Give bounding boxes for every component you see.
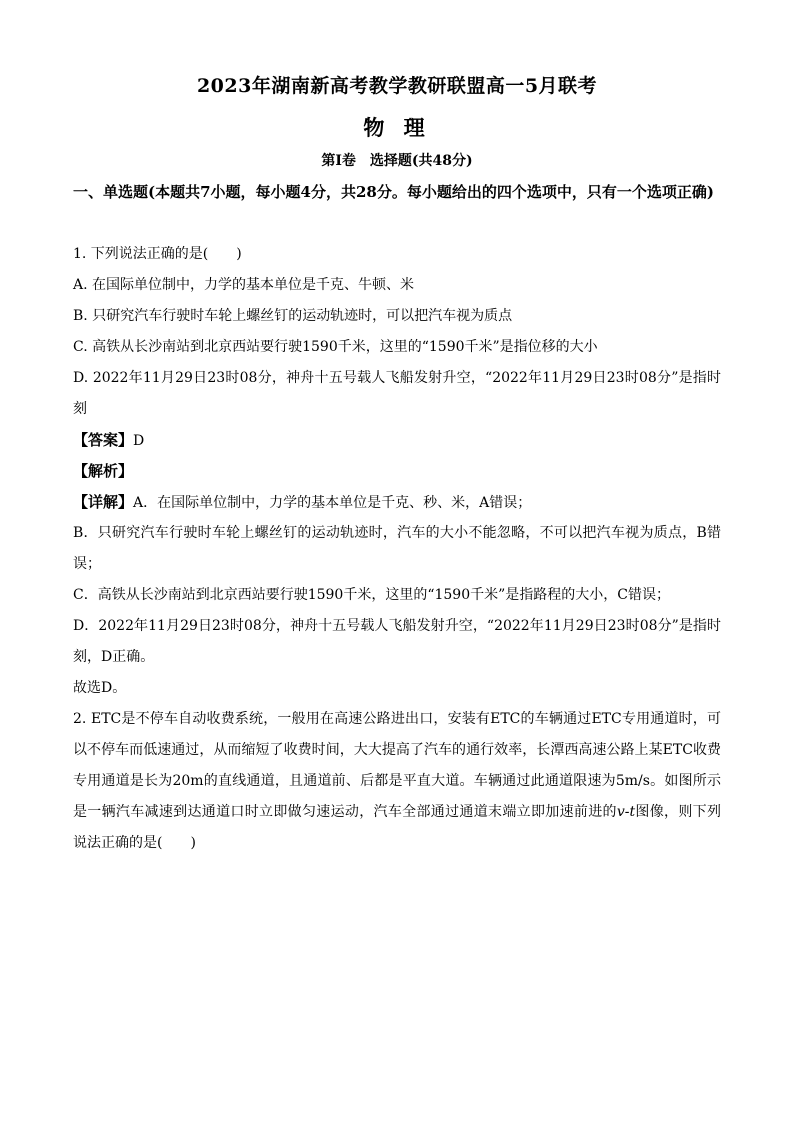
detail-a-text: A．在国际单位制中，力学的基本单位是千克、秒、米，A错误； bbox=[133, 495, 532, 511]
q1-option-d: D. 2022年11月29日23时08分，神舟十五号载人飞船发射升空，“2022年11月29日23时08分”是指时刻 bbox=[73, 370, 721, 417]
q1-detail-c: C．高铁从长沙南站到北京西站要行驶1590千米，这里的“1590千米”是指路程的大小，C错误； bbox=[73, 587, 670, 603]
q1-analysis-tag bbox=[73, 456, 721, 488]
q2-stem bbox=[73, 704, 721, 859]
part1-heading: 一、单选题(本题共7小题，每小题4分，共28分。每小题给出的四个选项中，只有一个选项正确) bbox=[73, 183, 714, 201]
subject-title: 物 理 bbox=[363, 115, 431, 140]
q2-vt-variable: v-t bbox=[616, 804, 636, 820]
q1-detail-b: B．只研究汽车行驶时车轮上螺丝钉的运动轨迹时，汽车的大小不能忽略，不可以把汽车视为质点，B错误； bbox=[73, 525, 721, 572]
answer-tag: 【答案】 bbox=[73, 431, 134, 449]
q1-option-a: A. 在国际单位制中，力学的基本单位是千克、牛顿、米 bbox=[73, 277, 415, 293]
analysis-tag: 【解析】 bbox=[73, 462, 134, 480]
section-heading: 第Ⅰ卷 选择题(共48分) bbox=[321, 153, 473, 169]
q1-option-c: C. 高铁从长沙南站到北京西站要行驶1590千米，这里的“1590千米”是指位移的大小 bbox=[73, 339, 598, 355]
q1-stem: 1. 下列说法正确的是( ) bbox=[73, 246, 242, 262]
q1-answer bbox=[73, 425, 721, 457]
q2-stem-part-a: 2. ETC是不停车自动收费系统，一般用在高速公路进出口，安装有ETC的车辆通过ETC专用通道时，可以不停车而低速通过，从而缩短了收费时间，大大提高了汽车的通行效率，长潭西高速公路上某ETC收费专用通道是长为20m的直线通道，且通道前、后都是平直大道。车辆通过此通道限速为5m/s。如图所示是一辆汽车减速到达通道口时立即做匀速运动，汽车全部通过通道末端立即加速前进的 bbox=[73, 711, 721, 820]
q2-stem-part-b: 图像，则下列说法正确的是( ) bbox=[73, 804, 721, 851]
exam-title: 2023年湖南新高考教学教研联盟高一5月联考 bbox=[196, 75, 598, 97]
q1-option-b: B. 只研究汽车行驶时车轮上螺丝钉的运动轨迹时，可以把汽车视为质点 bbox=[73, 308, 513, 324]
answer-value: D bbox=[133, 433, 145, 449]
q1-detail-a bbox=[73, 487, 721, 519]
q1-detail-d: D．2022年11月29日23时08分，神舟十五号载人飞船发射升空，“2022年11月29日23时08分”是指时刻，D正确。 bbox=[73, 618, 721, 665]
q1-conclusion: 故选D。 bbox=[73, 680, 127, 696]
detail-tag: 【详解】 bbox=[73, 493, 134, 511]
